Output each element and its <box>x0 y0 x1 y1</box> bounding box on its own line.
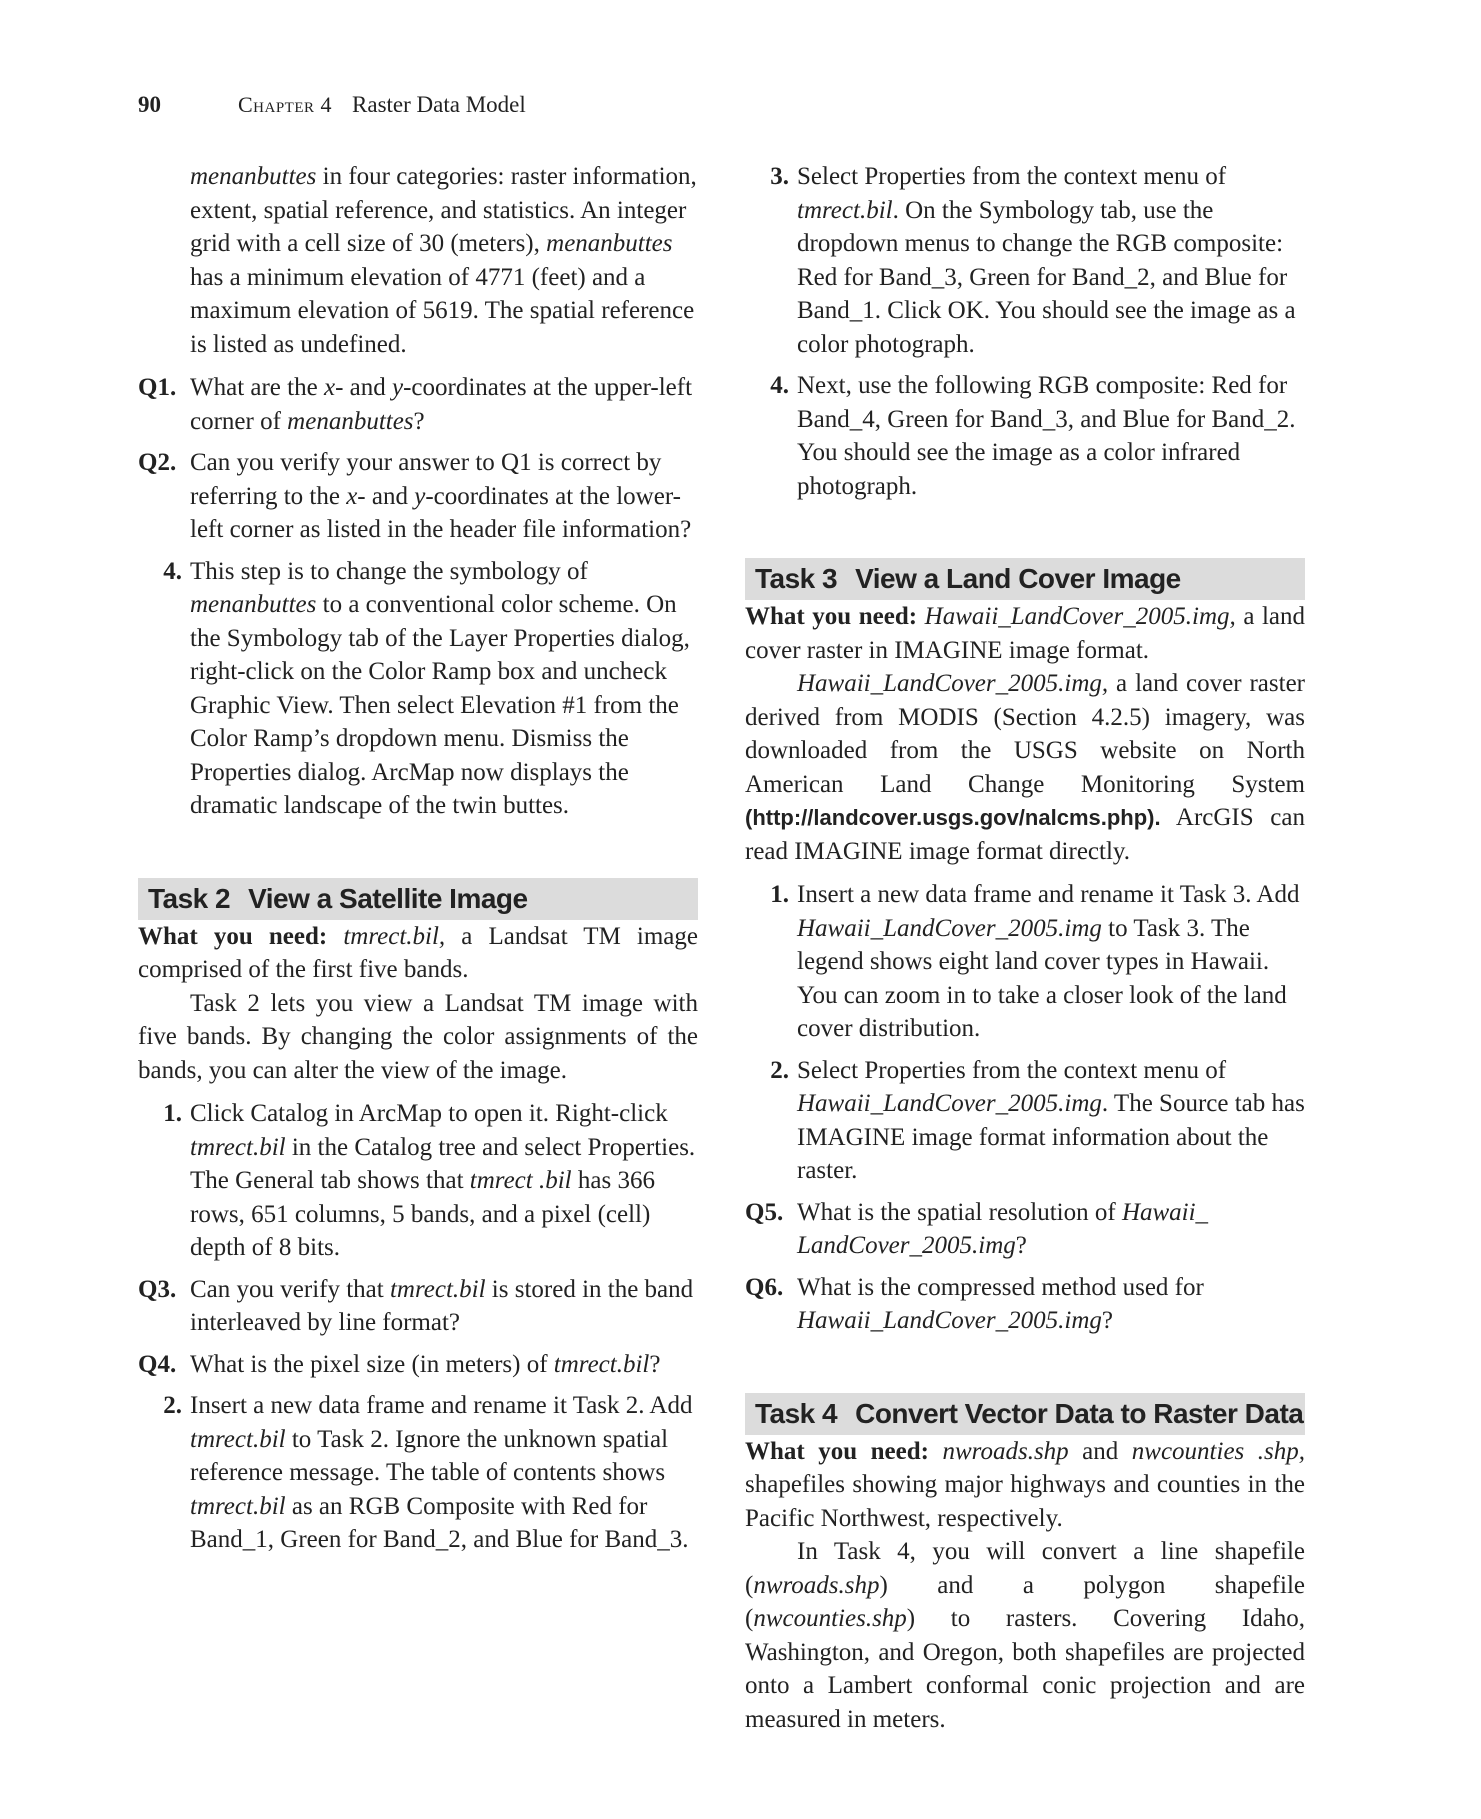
dataset-name: nwcounties.shp <box>753 1605 907 1632</box>
text: and <box>1068 1437 1132 1465</box>
need-label: What you need: <box>745 603 918 630</box>
dataset-name: nwcounties .shp, <box>1131 1437 1306 1465</box>
text: to Task 2. Ignore the unknown spatial reference message. The table of contents shows <box>190 1425 669 1486</box>
text: a land cover raster in IMAGINE image format. <box>745 603 1306 664</box>
dataset-name: menanbuttes <box>190 591 317 618</box>
need-label: What you need: <box>745 1437 929 1465</box>
text: a Landsat TM image comprised of the first five bands. <box>138 922 699 983</box>
page-number: 90 <box>138 92 161 117</box>
text: in four categories: raster information, extent, spatial reference, and statistics. An integer grid with a cell size of 30 (meters), <box>190 163 697 257</box>
task-3-heading <box>745 558 1305 600</box>
question-number: Q4. <box>138 1350 177 1378</box>
question-text <box>190 1348 698 1382</box>
text: What is the pixel size (in meters) of <box>190 1350 554 1378</box>
text: What is the compressed method used for <box>797 1273 1204 1301</box>
text: ? <box>1015 1232 1027 1259</box>
step-text: Next, use the following RGB composite: Red for Band_4, Green for Band_3, and Blue for Band_2. You should see the image as a color infrared photograph. <box>797 372 1296 500</box>
task-title: View a Satellite Image <box>248 882 528 914</box>
task-number: Task 4 <box>755 1397 838 1429</box>
step-4 <box>745 369 1305 503</box>
text: . The Source tab has IMAGINE image format information about the raster. <box>797 1090 1305 1184</box>
text: x <box>323 374 336 401</box>
dataset-name: Hawaii_LandCover_2005.img <box>797 914 1102 942</box>
text: -coordinates at the lower-left corner as listed in the header file information? <box>190 482 692 543</box>
text: y <box>414 482 426 510</box>
dataset-name: tmrect.bil <box>190 1425 286 1453</box>
question-text <box>797 1271 1305 1338</box>
text: - and <box>335 374 392 401</box>
text: ? <box>649 1350 661 1378</box>
text: is stored in the band interleaved by line format? <box>190 1275 694 1336</box>
question-number: Q2. <box>138 449 177 476</box>
question-text <box>190 1273 698 1340</box>
question-number: Q3. <box>138 1275 177 1303</box>
dataset-name: nwroads.shp <box>942 1437 1069 1465</box>
text: ? <box>1101 1307 1113 1334</box>
text: y <box>391 374 404 401</box>
step-1 <box>138 1097 698 1265</box>
text: -coordinates at the upper-left corner of <box>190 374 693 435</box>
step-number: 1. <box>770 881 789 908</box>
text: Can you verify your answer to Q1 is correct by referring to the <box>190 449 662 510</box>
question-q1 <box>138 371 698 438</box>
dataset-name: tmrect.bil <box>797 196 893 224</box>
task-number: Task 3 <box>755 563 838 594</box>
text: Insert a new data frame and rename it Task 2. Add <box>190 1392 693 1419</box>
left-column <box>138 160 698 1565</box>
text: Select Properties from the context menu of <box>797 1056 1227 1084</box>
step-number: 4. <box>163 557 182 585</box>
task-4-heading <box>745 1393 1305 1435</box>
text: x <box>346 482 358 510</box>
what-you-need <box>745 1435 1305 1536</box>
dataset-name: tmrect.bil <box>190 1133 286 1161</box>
text: ? <box>413 407 425 435</box>
text: What are the <box>190 374 324 401</box>
text: What is the spatial resolution of <box>797 1198 1122 1226</box>
question-text <box>190 371 698 438</box>
task-2-description: Task 2 lets you view a Landsat TM image with five bands. By changing the color assignments of the bands, you can alter the view of the image. <box>138 989 698 1084</box>
text: In Task 4, you will convert a line shapefile ( <box>745 1538 1305 1599</box>
text: Click Catalog in ArcMap to open it. Right-click <box>190 1100 668 1127</box>
task-3-description <box>745 667 1305 868</box>
dataset-name: Hawaii_LandCover_2005.img <box>797 1307 1102 1334</box>
text: a land cover raster derived from MODIS (Section 4.2.5) imagery, was downloaded from the USGS website on North American Land Change Monitoring System <box>745 670 1305 798</box>
question-number: Q5. <box>745 1198 784 1226</box>
text: to Task 3. The legend shows eight land cover types in Hawaii. You can zoom in to take a closer look of the land cover distribution. <box>797 914 1287 1042</box>
step-text <box>190 1097 698 1265</box>
step-text <box>190 555 698 823</box>
dataset-name: tmrect .bil <box>469 1167 572 1194</box>
text: has a minimum elevation of 4771 (feet) and a maximum elevation of 5619. The spatial reference is listed as undefined. <box>190 263 695 358</box>
dataset-name: menanbuttes <box>546 230 673 257</box>
dataset-name: menanbuttes <box>190 163 317 190</box>
question-number: Q6. <box>745 1273 784 1301</box>
task-title: Convert Vector Data to Raster Data <box>855 1397 1304 1429</box>
question-q4 <box>138 1348 698 1382</box>
dataset-name: tmrect.bil <box>190 1492 286 1520</box>
question-q5 <box>745 1196 1305 1263</box>
source-url-link[interactable]: (http://landcover.usgs.gov/nalcms.php). <box>745 805 1161 830</box>
need-label: What you need: <box>138 922 328 950</box>
text: Can you verify that <box>190 1275 390 1303</box>
step-3 <box>745 160 1305 361</box>
intro-paragraph <box>138 160 698 361</box>
text: shapefiles showing major highways and counties in the Pacific Northwest, respectively. <box>745 1471 1305 1532</box>
dataset-name: tmrect.bil <box>553 1350 650 1378</box>
what-you-need <box>745 600 1305 667</box>
text: ArcGIS can read IMAGINE image format directly. <box>745 804 1305 865</box>
step-number: 2. <box>770 1056 789 1084</box>
step-2 <box>745 1054 1305 1188</box>
text: as an RGB Composite with Red for Band_1, Green for Band_2, and Blue for Band_3. <box>190 1492 689 1553</box>
task-number: Task 2 <box>148 882 231 914</box>
text: to a conventional color scheme. On the Symbology tab of the Layer Properties dialog, right-click on the Color Ramp box and uncheck Graphic View. Then select Elevation #1 from the Color Ramp’s dropdown menu. Dismiss the Properties dialog. ArcMap now displays the dramatic landscape of the twin buttes. <box>190 591 690 819</box>
dataset-name: tmrect.bil <box>389 1275 486 1303</box>
question-text <box>190 446 698 547</box>
task-title: View a Land Cover Image <box>855 563 1181 594</box>
step-number: 4. <box>770 372 789 399</box>
text: . On the Symbology tab, use the dropdown menus to change the RGB composite: Red for Band_3, Green for Band_2, and Blue for Band_1. Click OK. You should see the image as a color photograph. <box>797 196 1296 358</box>
text: Insert a new data frame and rename it Task 3. Add <box>797 881 1300 908</box>
text: This step is to change the symbology of <box>190 557 588 585</box>
dataset-name: nwroads.shp <box>753 1571 880 1599</box>
dataset-name: Hawaii_LandCover_2005.img, <box>924 603 1236 630</box>
step-text <box>797 878 1305 1046</box>
text: ) and a polygon shapefile ( <box>745 1571 1305 1632</box>
running-header <box>138 92 526 118</box>
right-column <box>745 160 1305 1736</box>
step-2 <box>138 1389 698 1557</box>
text: has 366 rows, 651 columns, 5 bands, and a pixel (cell) depth of 8 bits. <box>190 1167 655 1261</box>
text: ) to rasters. Covering Idaho, Washington, and Oregon, both shapefiles are projected onto a Lambert conformal conic projection and are measured in meters. <box>745 1605 1305 1733</box>
chapter-label: Chapter 4 <box>238 92 333 117</box>
step-text <box>797 1054 1305 1188</box>
question-q2 <box>138 446 698 547</box>
what-you-need <box>138 920 698 987</box>
task-2-heading <box>138 878 698 920</box>
step-number: 1. <box>163 1100 182 1127</box>
text: in the Catalog tree and select Properties. The General tab shows that <box>190 1133 696 1194</box>
question-q3 <box>138 1273 698 1340</box>
step-text <box>797 160 1305 361</box>
question-number: Q1. <box>138 374 177 401</box>
step-text <box>190 1389 698 1557</box>
step-number: 3. <box>770 163 789 190</box>
step-1 <box>745 878 1305 1046</box>
text: Select Properties from the context menu of <box>797 163 1227 190</box>
dataset-name: Hawaii_LandCover_2005.img <box>797 1090 1102 1117</box>
question-q6 <box>745 1271 1305 1338</box>
text: - and <box>357 482 415 510</box>
dataset-name: Hawaii_ LandCover_2005.img <box>797 1198 1209 1259</box>
chapter-title: Raster Data Model <box>352 92 526 117</box>
step-number: 2. <box>163 1392 182 1419</box>
step-4 <box>138 555 698 823</box>
dataset-name: menanbuttes <box>287 407 414 435</box>
dataset-name: Hawaii_LandCover_2005.img, <box>797 670 1109 697</box>
dataset-name: tmrect.bil, <box>343 922 446 950</box>
task-4-description <box>745 1535 1305 1736</box>
question-text <box>797 1196 1305 1263</box>
